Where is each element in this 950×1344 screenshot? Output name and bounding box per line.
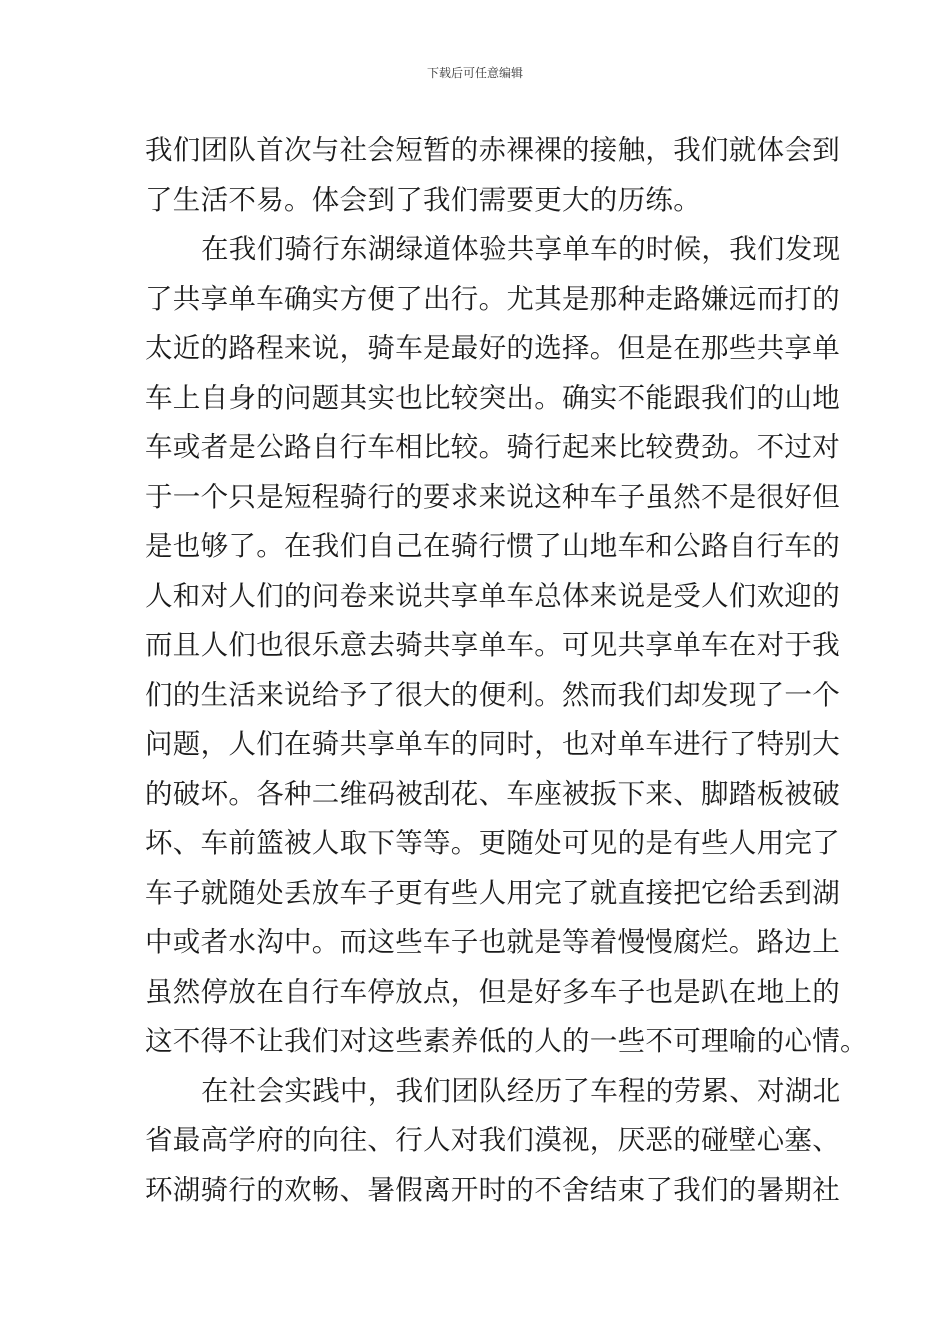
text-line: 问题，人们在骑共享单车的同时，也对单车进行了特别大 xyxy=(145,728,840,760)
text-line: 车或者是公路自行车相比较。骑行起来比较费劲。不过对 xyxy=(145,431,840,463)
text-line: 人和对人们的问卷来说共享单车总体来说是受人们欢迎的 xyxy=(145,579,840,612)
page-header: 下载后可任意编辑 xyxy=(426,66,523,80)
text-line: 于一个只是短程骑行的要求来说这种车子虽然不是很好但 xyxy=(145,480,840,513)
text-line: 中或者水沟中。而这些车子也就是等着慢慢腐烂。路边上 xyxy=(145,926,840,958)
text-line: 车子就随处丢放车子更有些人用完了就直接把它给丢到湖 xyxy=(145,876,840,909)
text-line: 虽然停放在自行车停放点，但是好多车子也是趴在地上的 xyxy=(145,975,840,1008)
text-line: 是也够了。在我们自己在骑行惯了山地车和公路自行车的 xyxy=(145,530,840,562)
text-line: 了生活不易。体会到了我们需要更大的历练。 xyxy=(145,183,701,216)
paragraph-first-line: 在社会实践中，我们团队经历了车程的劳累、对湖北 xyxy=(201,1074,841,1107)
text-line: 省最高学府的向往、行人对我们漠视，厌恶的碰壁心塞、 xyxy=(145,1124,840,1156)
text-line: 太近的路程来说，骑车是最好的选择。但是在那些共享单 xyxy=(145,332,840,364)
text-line: 而且人们也很乐意去骑共享单车。可见共享单车在对于我 xyxy=(145,629,840,661)
text-line: 的破坏。各种二维码被刮花、车座被扳下来、脚踏板被破 xyxy=(145,777,840,810)
text-line: 了共享单车确实方便了出行。尤其是那种走路嫌远而打的 xyxy=(145,282,840,315)
text-line: 这不得不让我们对这些素养低的人的一些不可理喻的心情。 xyxy=(145,1025,868,1057)
paragraph-first-line: 在我们骑行东湖绿道体验共享单车的时候，我们发现 xyxy=(201,233,841,265)
document-body xyxy=(145,126,868,1215)
text-line: 们的生活来说给予了很大的便利。然而我们却发现了一个 xyxy=(145,678,840,711)
text-line: 坏、车前篮被人取下等等。更随处可见的是有些人用完了 xyxy=(145,827,840,859)
text-line: 环湖骑行的欢畅、暑假离开时的不舍结束了我们的暑期社 xyxy=(145,1173,840,1206)
text-line: 我们团队首次与社会短暂的赤裸裸的接触，我们就体会到 xyxy=(145,134,840,166)
text-line: 车上自身的问题其实也比较突出。确实不能跟我们的山地 xyxy=(145,381,840,414)
